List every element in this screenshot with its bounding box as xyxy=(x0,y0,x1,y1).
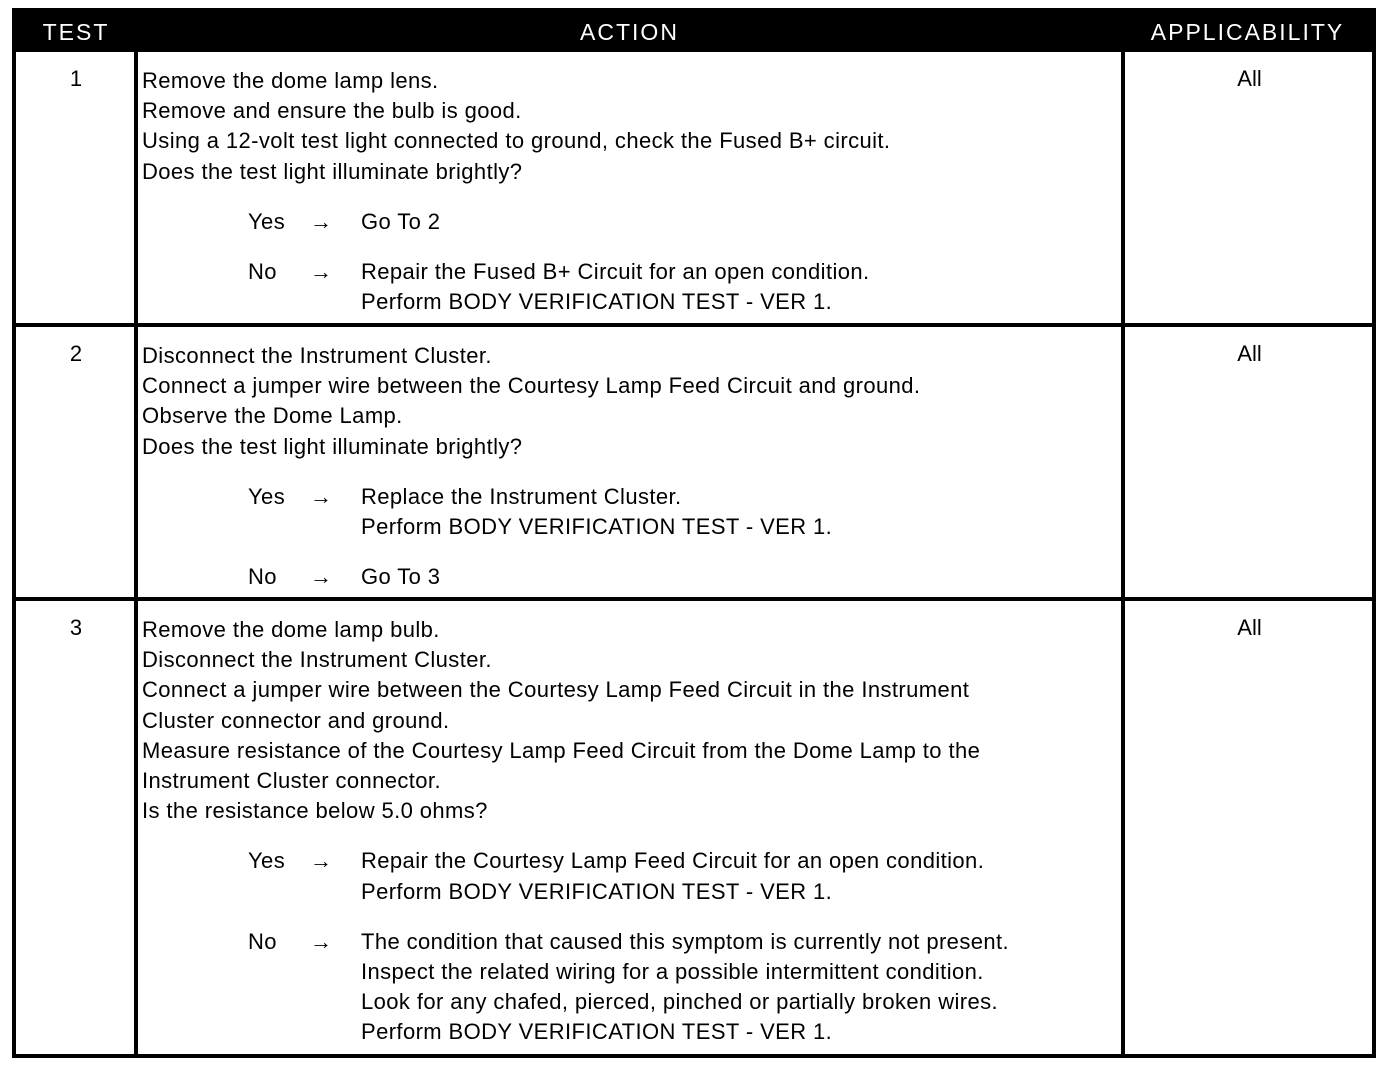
arrow-icon: → xyxy=(310,208,333,234)
header-test: TEST xyxy=(42,19,110,45)
outcome-no xyxy=(142,257,1127,317)
outcome-line: The condition that caused this symptom is currently not present. xyxy=(361,928,1010,954)
step-applicability: All xyxy=(1237,615,1262,640)
step-row-1 xyxy=(16,52,1372,323)
outcome-yes xyxy=(142,482,1127,542)
arrow-icon: → xyxy=(310,928,333,954)
outcome-line: Perform BODY VERIFICATION TEST - VER 1. xyxy=(361,878,833,904)
action-line: Does the test light illuminate brightly? xyxy=(142,433,523,459)
outcome-line: Go To 2 xyxy=(361,208,441,234)
outcome-line: Repair the Courtesy Lamp Feed Circuit for an open condition. xyxy=(361,848,985,874)
action-line: Connect a jumper wire between the Courtesy Lamp Feed Circuit and ground. xyxy=(142,373,921,399)
step-row-2 xyxy=(16,327,1372,597)
action-line: Disconnect the Instrument Cluster. xyxy=(142,647,492,673)
step-applicability: All xyxy=(1237,341,1262,366)
outcome-line: Go To 3 xyxy=(361,564,441,590)
outcome-yes xyxy=(142,207,1127,237)
no-label: No xyxy=(248,258,277,284)
step-action xyxy=(142,66,1127,317)
arrow-icon: → xyxy=(310,258,333,284)
action-line: Is the resistance below 5.0 ohms? xyxy=(142,798,488,824)
outcome-line: Perform BODY VERIFICATION TEST - VER 1. xyxy=(361,1019,833,1045)
outcome-line: Perform BODY VERIFICATION TEST - VER 1. xyxy=(361,289,833,315)
action-line: Cluster connector and ground. xyxy=(142,707,450,733)
action-line: Connect a jumper wire between the Courtesy Lamp Feed Circuit in the Instrument xyxy=(142,677,970,703)
outcome-line: Repair the Fused B+ Circuit for an open condition. xyxy=(361,258,870,284)
arrow-icon: → xyxy=(310,564,333,590)
action-line: Instrument Cluster connector. xyxy=(142,767,441,793)
action-line: Observe the Dome Lamp. xyxy=(142,403,403,429)
diagnostic-table xyxy=(12,8,1376,1058)
outcome-line: Perform BODY VERIFICATION TEST - VER 1. xyxy=(361,513,833,539)
step-number: 2 xyxy=(69,341,83,366)
table-header xyxy=(16,12,1372,52)
step-number: 3 xyxy=(69,615,83,640)
step-number: 1 xyxy=(69,66,83,91)
yes-label: Yes xyxy=(248,208,286,234)
no-label: No xyxy=(248,928,277,954)
action-line: Remove the dome lamp lens. xyxy=(142,68,439,93)
outcome-yes xyxy=(142,846,1127,906)
header-action: ACTION xyxy=(580,19,679,45)
action-line: Measure resistance of the Courtesy Lamp Feed Circuit from the Dome Lamp to the xyxy=(142,737,981,763)
action-line: Remove and ensure the bulb is good. xyxy=(142,98,522,124)
action-line: Does the test light illuminate brightly? xyxy=(142,158,523,184)
yes-label: Yes xyxy=(248,483,286,509)
header-applicability: APPLICABILITY xyxy=(1150,19,1345,45)
outcome-line: Replace the Instrument Cluster. xyxy=(361,483,682,509)
outcome-line: Inspect the related wiring for a possible intermittent condition. xyxy=(361,958,984,984)
outcome-no xyxy=(142,562,1127,592)
outcome-line: Look for any chafed, pierced, pinched or partially broken wires. xyxy=(361,989,999,1015)
yes-label: Yes xyxy=(248,848,286,874)
action-line: Using a 12-volt test light connected to ground, check the Fused B+ circuit. xyxy=(142,128,891,154)
arrow-icon: → xyxy=(310,848,333,874)
step-applicability: All xyxy=(1237,66,1262,91)
step-action xyxy=(142,341,1127,592)
no-label: No xyxy=(248,564,277,590)
action-line: Remove the dome lamp bulb. xyxy=(142,617,440,642)
step-row-3 xyxy=(16,601,1372,1054)
arrow-icon: → xyxy=(310,483,333,509)
action-line: Disconnect the Instrument Cluster. xyxy=(142,343,492,368)
outcome-no xyxy=(142,927,1127,1048)
step-action xyxy=(142,615,1127,1047)
